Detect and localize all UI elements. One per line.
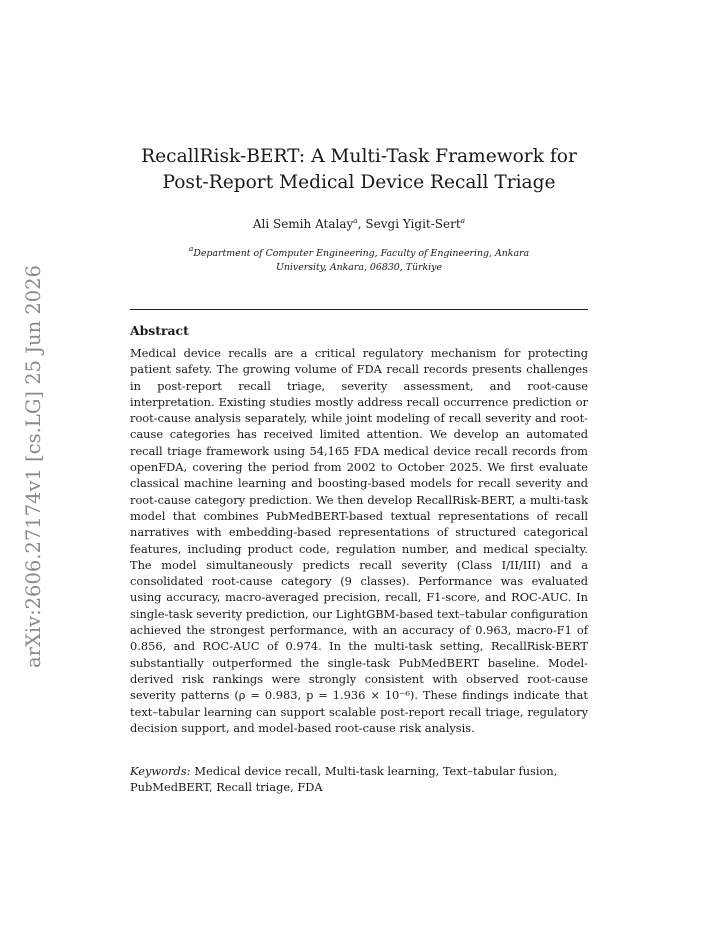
affiliation-mark: a: [460, 216, 466, 225]
author-name: Ali Semih Atalay: [252, 217, 354, 231]
author-name: Sevgi Yigit-Sert: [365, 217, 461, 231]
paper-title: [130, 144, 588, 196]
affiliation-mark: a: [353, 216, 358, 225]
arxiv-identifier: arXiv:2606.27174v1 [cs.LG] 25 Jun 2026: [22, 265, 45, 669]
author-separator: ,: [357, 217, 366, 231]
affiliation-mark: a: [188, 244, 194, 253]
paper-title-line-1: RecallRisk-BERT: A Multi-Task Framework for: [141, 146, 577, 167]
abstract-text: Medical device recalls are a critical regulatory mechanism for protecting patient safety. The growing volume of FDA recall records presents challenges in post-report recall triage, severity assessment, and root-cause interpretation. Existing studies mostly address recall occurrence prediction or root-cause analysis separately, while joint modeling of recall severity and root-cause categories has received limited attention. We develop an automated recall triage framework using 54,165 FDA medical device recall records from openFDA, covering the period from 2002 to October 2025. We first evaluate classical machine learning and boosting-based models for recall severity and root-cause category prediction. We then develop RecallRisk-BERT, a multi-task model that combines PubMedBERT-based textual representations of recall narratives with embedding-based representations of structured categorical features, including product code, regulation number, and medical specialty. The model simultaneously predicts recall severity (Class I/II/III) and a consolidated root-cause category (9 classes). Performance was evaluated using accuracy, macro-averaged precision, recall, F1-score, and ROC-AUC. In single-task severity prediction, our LightGBM-based text–tabular configuration achieved the strongest performance, with an accuracy of 0.963, macro-F1 of 0.856, and ROC-AUC of 0.974. In the multi-task setting, RecallRisk-BERT substantially outperformed the single-task PubMedBERT baseline. Model-derived risk rankings were strongly consistent with observed root-cause severity patterns (ρ = 0.983, p = 1.936 × 10⁻⁶). These findings indicate that text–tabular learning can support scalable post-report recall triage, regulatory decision support, and model-based root-cause risk analysis.: [130, 346, 588, 735]
abstract-heading: Abstract: [130, 323, 189, 338]
affiliation-line-1: [140, 242, 578, 261]
affiliation: [140, 242, 578, 274]
paper-title-line-2: Post-Report Medical Device Recall Triage: [162, 172, 556, 193]
author-list: [130, 213, 588, 232]
keywords-label: Keywords:: [130, 764, 191, 778]
horizontal-rule: [130, 309, 588, 310]
affiliation-text-1: Department of Computer Engineering, Faculty of Engineering, Ankara: [193, 248, 530, 259]
keywords: [130, 763, 588, 796]
affiliation-line-2: University, Ankara, 06830, Türkiye: [275, 261, 443, 273]
keywords-text: Medical device recall, Multi-task learning, Text–tabular fusion, PubMedBERT, Recall triage, FDA: [130, 764, 558, 795]
